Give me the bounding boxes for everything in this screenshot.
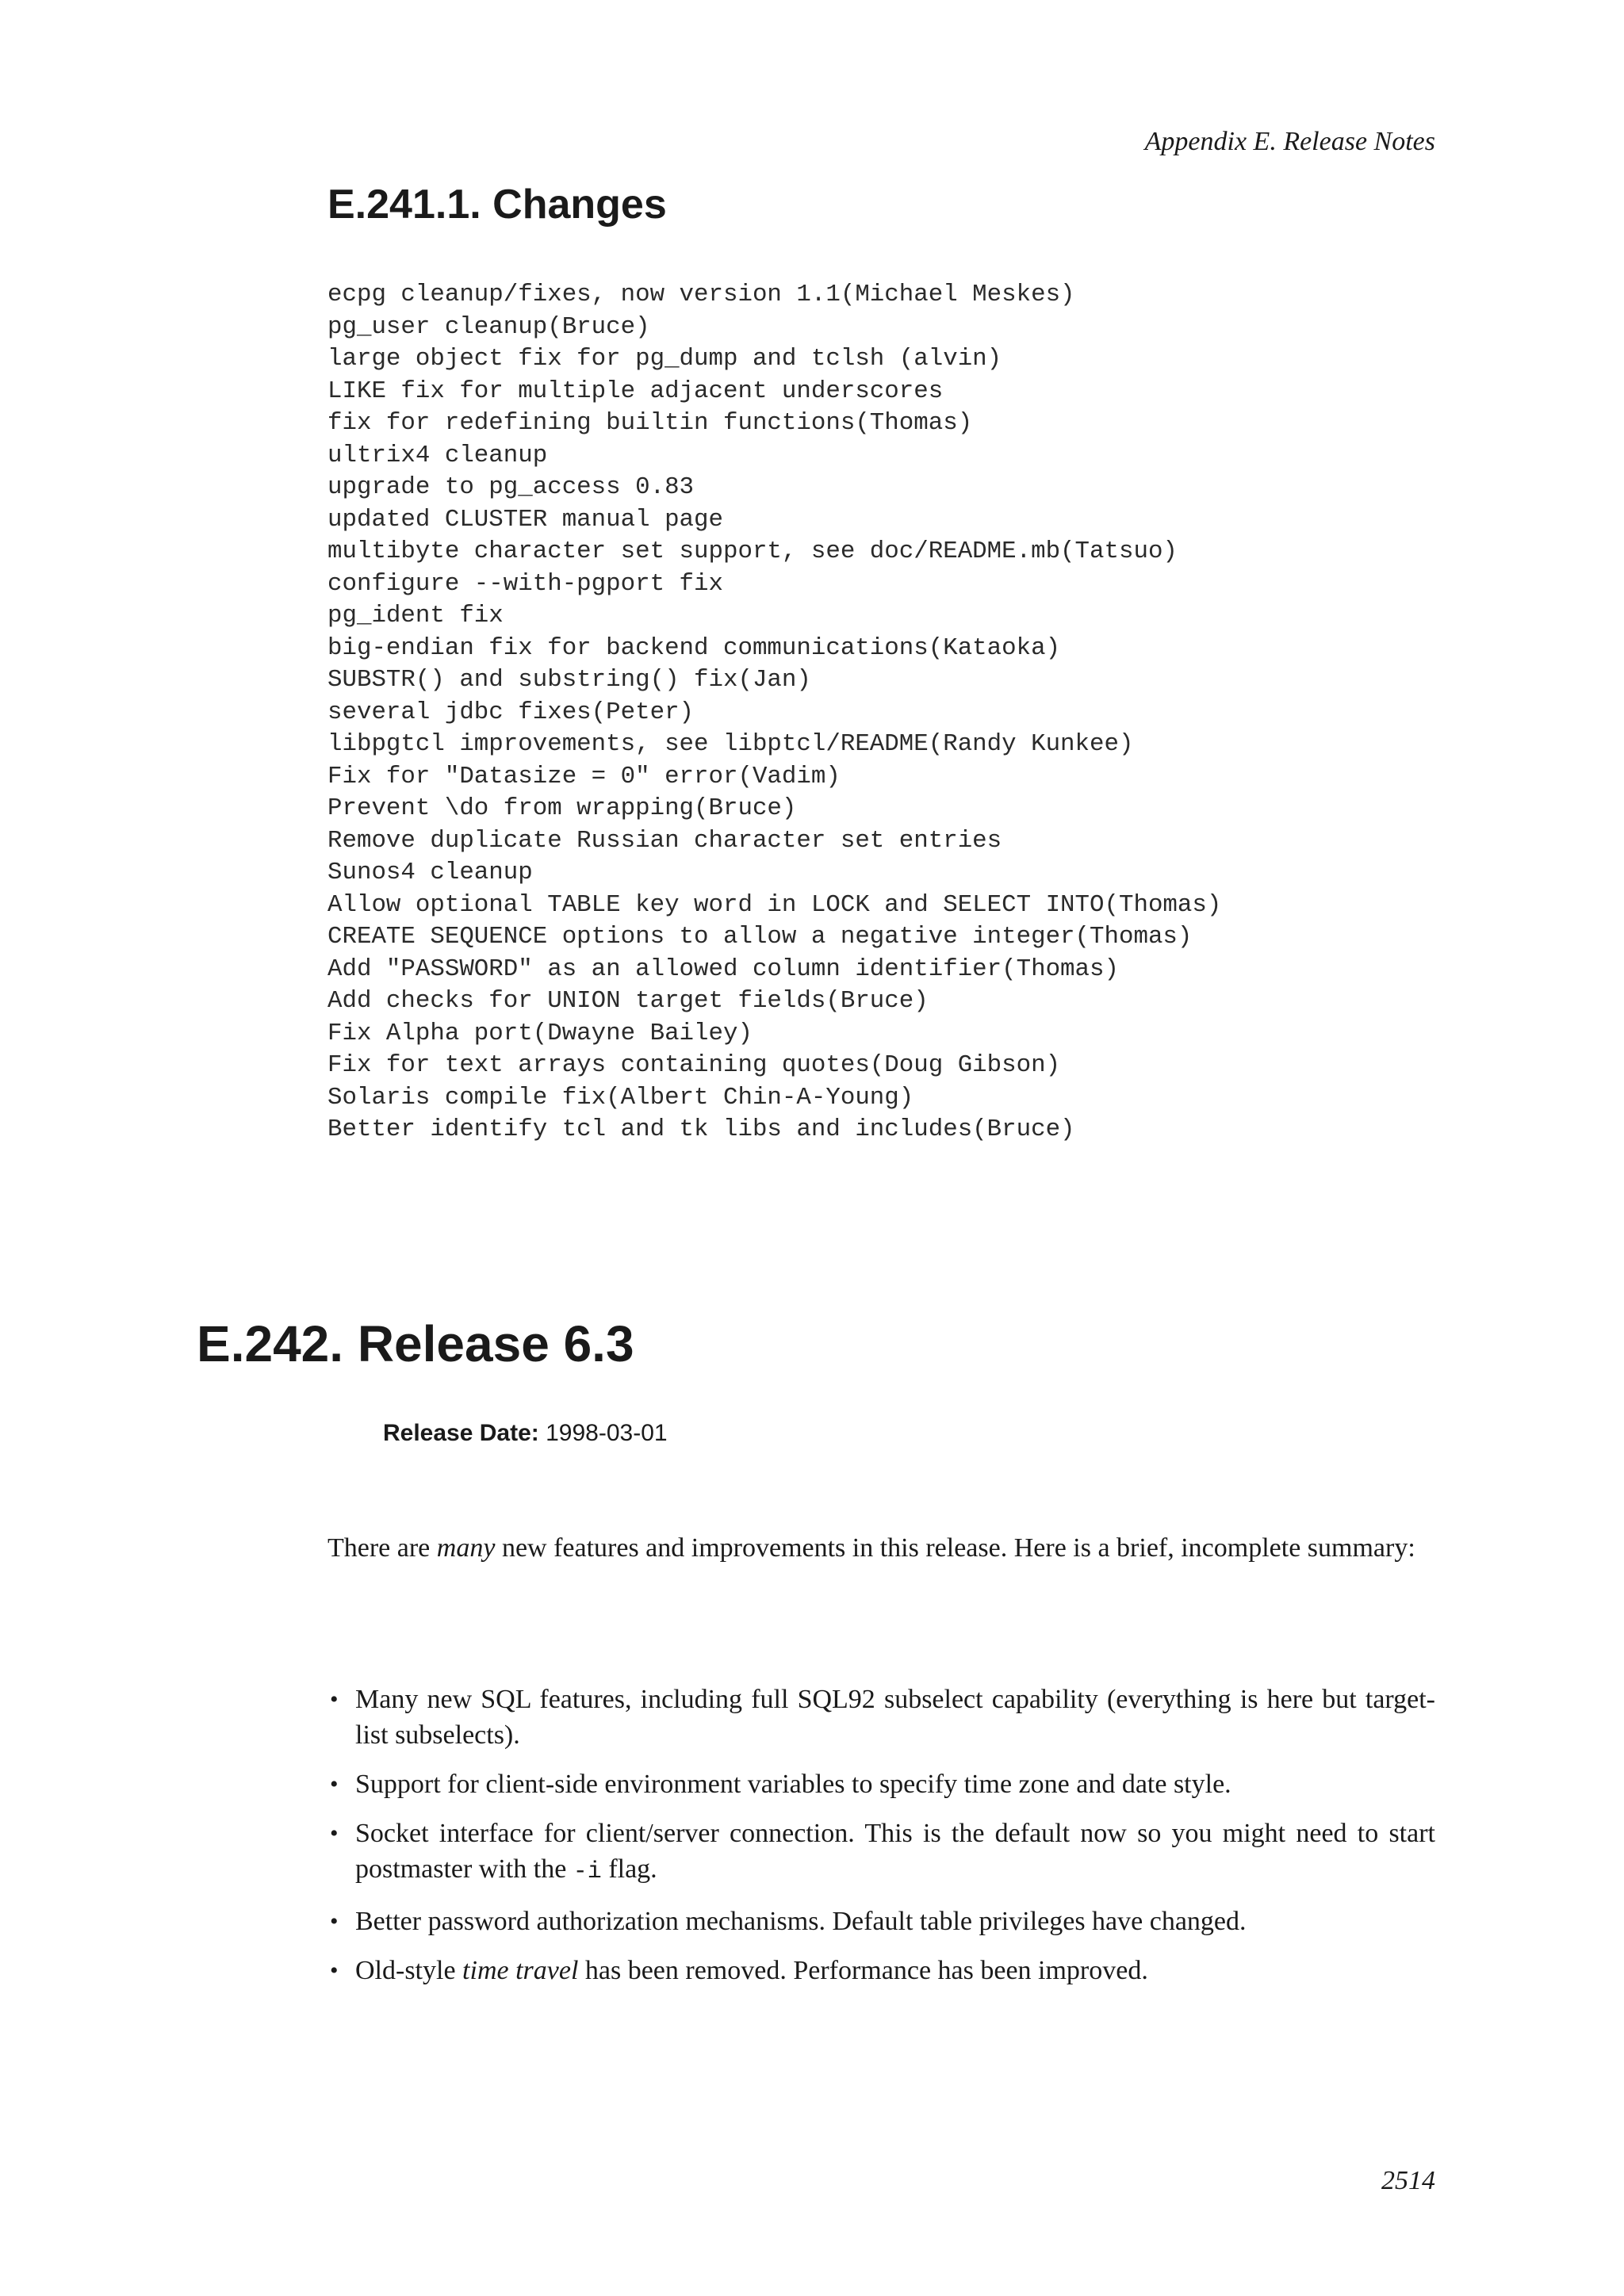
feature-item <box>327 1953 1435 1988</box>
change-line: Fix Alpha port(Dwayne Bailey) <box>327 1019 753 1047</box>
intro-text: There are <box>327 1533 437 1563</box>
change-line: ecpg cleanup/fixes, now version 1.1(Michael Meskes) <box>327 281 1075 308</box>
change-line: Prevent \do from wrapping(Bruce) <box>327 794 797 822</box>
bullet-icon: • <box>330 1908 339 1934</box>
feature-text: Better password authorization mechanisms. Default table privileges have changed. <box>355 1907 1247 1936</box>
feature-text: Support for client-side environment variables to specify time zone and date style. <box>355 1770 1231 1799</box>
release-date-label: Release Date: <box>383 1420 539 1446</box>
running-header: Appendix E. Release Notes <box>1144 127 1435 156</box>
feature-list <box>327 1682 1435 2002</box>
feature-emphasis: time travel <box>462 1956 579 1985</box>
feature-text: Socket interface for client/server connection. This is the default now so you might need to start postmaster with the <box>355 1819 1435 1884</box>
change-line: Sunos4 cleanup <box>327 859 533 886</box>
feature-item <box>327 1904 1435 1939</box>
feature-item <box>327 1816 1435 1890</box>
changes-section-title: E.241.1. Changes <box>327 182 667 228</box>
feature-text: flag. <box>601 1854 657 1884</box>
change-line: ultrix4 cleanup <box>327 441 548 469</box>
change-line: Allow optional TABLE key word in LOCK and SELECT INTO(Thomas) <box>327 890 1222 919</box>
bullet-icon: • <box>330 1957 339 1984</box>
change-line: Add checks for UNION target fields(Bruce) <box>327 987 929 1015</box>
change-line: libpgtcl improvements, see libptcl/README(Randy Kunkee) <box>327 730 1134 758</box>
change-line: Solaris compile fix(Albert Chin-A-Young) <box>327 1083 914 1112</box>
intro-text: new features and improvements in this release. Here is a brief, incomplete summary: <box>495 1533 1415 1563</box>
bullet-icon: • <box>330 1771 339 1797</box>
release-date <box>383 1420 668 1447</box>
release-date-value: 1998-03-01 <box>546 1420 668 1446</box>
change-line: LIKE fix for multiple adjacent underscores <box>327 377 944 405</box>
change-line: Remove duplicate Russian character set entries <box>327 826 1002 855</box>
change-line: big-endian fix for backend communications(Kataoka) <box>327 633 1061 662</box>
release-section-title: E.242. Release 6.3 <box>197 1315 634 1372</box>
change-line: large object fix for pg_dump and tclsh (alvin) <box>327 345 1002 373</box>
intro-emphasis: many <box>436 1533 496 1563</box>
change-line: pg_ident fix <box>327 602 504 629</box>
change-line: updated CLUSTER manual page <box>327 505 723 534</box>
changes-list <box>327 279 1221 1146</box>
bullet-icon: • <box>330 1686 339 1712</box>
feature-item <box>327 1766 1435 1802</box>
feature-text: Many new SQL features, including full SQL92 subselect capability (everything is here but target-list subselects). <box>355 1685 1435 1750</box>
page-number: 2514 <box>1381 2166 1435 2195</box>
change-line: Fix for text arrays containing quotes(Doug Gibson) <box>327 1051 1061 1079</box>
change-line: several jdbc fixes(Peter) <box>327 698 695 726</box>
feature-text: Old-style <box>355 1956 463 1985</box>
intro-paragraph <box>327 1530 1435 1566</box>
change-line: SUBSTR() and substring() fix(Jan) <box>327 666 811 694</box>
feature-code: -i <box>573 1858 602 1885</box>
change-line: multibyte character set support, see doc/README.mb(Tatsuo) <box>327 538 1178 565</box>
change-line: configure --with-pgport fix <box>327 569 723 598</box>
change-line: pg_user cleanup(Bruce) <box>327 312 650 341</box>
change-line: fix for redefining builtin functions(Thomas) <box>327 409 973 437</box>
change-line: upgrade to pg_access 0.83 <box>327 473 695 501</box>
change-line: Fix for "Datasize = 0" error(Vadim) <box>327 762 841 790</box>
feature-text: has been removed. Performance has been improved. <box>578 1956 1148 1985</box>
bullet-icon: • <box>330 1820 339 1846</box>
change-line: Add "PASSWORD" as an allowed column identifier(Thomas) <box>327 955 1119 983</box>
change-line: Better identify tcl and tk libs and includes(Bruce) <box>327 1115 1075 1143</box>
feature-item <box>327 1682 1435 1753</box>
change-line: CREATE SEQUENCE options to allow a negative integer(Thomas) <box>327 923 1193 951</box>
